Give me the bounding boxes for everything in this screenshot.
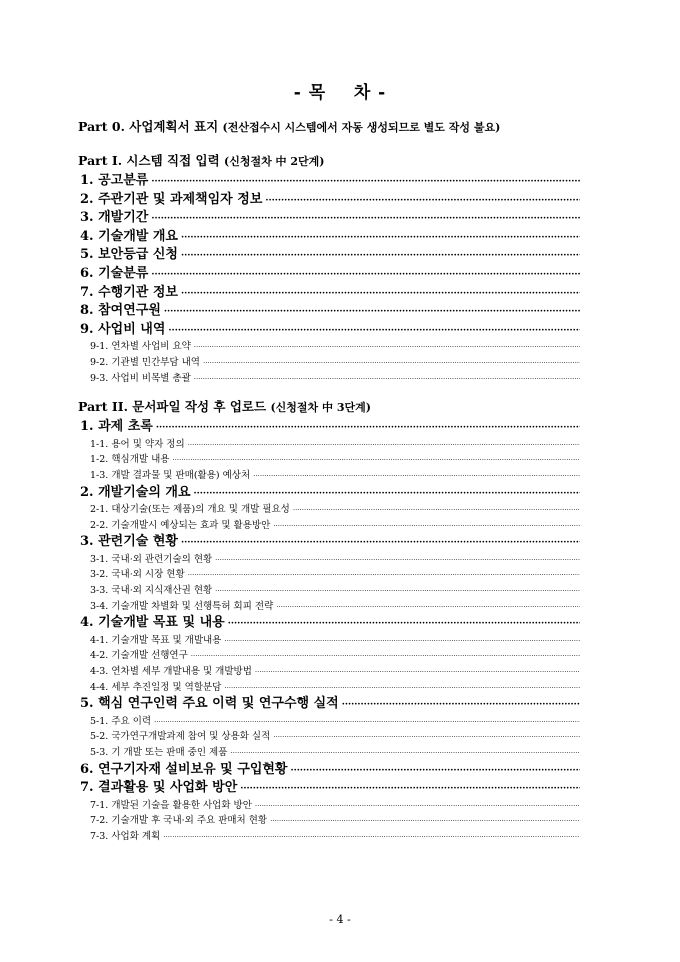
toc-entry-label: 3. 관련기술 현황 <box>80 534 178 550</box>
toc-section-entry <box>78 172 580 191</box>
dot-leader <box>273 519 580 534</box>
part-0-label: Part 0. 사업계획서 표지 <box>78 119 219 134</box>
dot-leader <box>154 715 580 730</box>
dot-leader <box>203 356 580 371</box>
dot-leader <box>151 210 580 228</box>
toc-entry-label: 2-2. 기술개발시 예상되는 효과 및 활용방안 <box>90 519 271 531</box>
toc-entry-label: 9-2. 기관별 민간부담 내역 <box>90 356 200 368</box>
toc-content <box>78 118 580 845</box>
toc-section-entry <box>78 695 580 714</box>
toc-entry-label: 3-1. 국내·외 관련기술의 현황 <box>90 553 213 565</box>
toc-entry-label: 1-2. 핵심개발 내용 <box>90 454 170 466</box>
toc-subsection-entry <box>78 714 580 730</box>
dot-leader <box>342 696 580 714</box>
dot-leader <box>164 303 580 321</box>
toc-entry-label: 7-2. 기술개발 후 국내·외 주요 판매처 현황 <box>90 815 268 827</box>
dot-leader <box>188 568 580 583</box>
toc-subsection-entry <box>78 355 580 371</box>
toc-entry-label: 5-2. 국가연구개발과제 참여 및 상용화 실적 <box>90 731 271 743</box>
dot-leader <box>181 229 580 247</box>
dot-leader <box>151 266 580 284</box>
toc-entry-label: 4-4. 세부 추진일정 및 역할분담 <box>90 681 222 693</box>
toc-subsection-entry <box>78 664 580 680</box>
toc-subsection-entry <box>78 339 580 355</box>
toc-entry-label: 8. 참여연구원 <box>80 303 161 319</box>
dot-leader <box>253 469 580 484</box>
dot-leader <box>273 730 580 745</box>
toc-entry-label: 3-4. 기술개발 차별화 및 선행특허 회피 전략 <box>90 600 274 612</box>
toc-section-entry <box>78 265 580 284</box>
toc-entry-label: 5. 보안등급 신청 <box>80 247 178 263</box>
toc-section-entry <box>78 484 580 503</box>
toc-entry-label: 9. 사업비 내역 <box>80 321 166 337</box>
toc-subsection-entry <box>78 813 580 829</box>
toc-section-entry <box>78 302 580 321</box>
dot-leader <box>215 553 580 568</box>
toc-subsection-entry <box>78 648 580 664</box>
dot-leader <box>191 649 580 664</box>
toc-entry-label: 1. 과제 초록 <box>80 419 153 435</box>
part-1-label: Part I. 시스템 직접 입력 <box>78 153 220 168</box>
toc-entry-label: 4-2. 기술개발 선행연구 <box>90 650 188 662</box>
toc-entry-label: 7. 결과활용 및 사업화 방안 <box>80 780 238 796</box>
dot-leader <box>168 322 580 340</box>
toc-subsection-entry <box>78 437 580 453</box>
toc-entry-label: 4. 기술개발 목표 및 내용 <box>80 615 225 631</box>
toc-subsection-entry <box>78 633 580 649</box>
part-1-toc-list <box>78 172 580 386</box>
toc-subsection-entry <box>78 452 580 468</box>
toc-entry-label: 7-3. 사업화 계획 <box>90 830 161 842</box>
toc-subsection-entry <box>78 518 580 534</box>
toc-entry-label: 6. 기술분류 <box>80 265 149 281</box>
toc-entry-label: 1-3. 개발 결과물 및 판매(활용) 예상처 <box>90 469 251 481</box>
dot-leader <box>240 780 580 798</box>
toc-entry-label: 4-3. 연차별 세부 개발내용 및 개발방법 <box>90 666 252 678</box>
dot-leader <box>181 247 580 265</box>
toc-entry-label: 9-3. 사업비 비목별 총괄 <box>90 372 191 384</box>
toc-entry-label: 5-3. 기 개발 또는 판매 중인 제품 <box>90 747 228 758</box>
toc-section-entry <box>78 418 580 437</box>
toc-subsection-entry <box>78 745 580 761</box>
toc-section-entry <box>78 228 580 247</box>
toc-entry-label: 9-1. 연차별 사업비 요약 <box>90 341 191 353</box>
toc-entry-label: 2. 주관기관 및 과제책임자 정보 <box>80 191 263 207</box>
toc-subsection-entry <box>78 468 580 484</box>
toc-section-entry <box>78 761 580 780</box>
dot-leader <box>172 453 580 468</box>
dot-leader <box>228 615 580 633</box>
part-1-note: (신청절차 中 2단계) <box>224 155 325 168</box>
toc-subsection-entry <box>78 599 580 615</box>
part-0-heading <box>78 118 580 140</box>
toc-entry-label: 4-1. 기술개발 목표 및 개발내용 <box>90 634 222 646</box>
toc-section-entry <box>78 321 580 340</box>
dot-leader <box>151 173 580 191</box>
toc-section-entry <box>78 614 580 633</box>
toc-subsection-entry <box>78 729 580 745</box>
dot-leader <box>181 534 580 552</box>
dot-leader <box>255 799 580 814</box>
toc-section-entry <box>78 533 580 552</box>
part-2-toc-list <box>78 418 580 844</box>
toc-entry-label: 2-1. 대상기술(또는 제품)의 개요 및 개발 필요성 <box>90 504 290 516</box>
dot-leader <box>181 285 580 303</box>
toc-section-entry <box>78 209 580 228</box>
dot-leader <box>188 438 580 453</box>
dot-leader <box>194 485 580 503</box>
dot-leader <box>156 419 580 437</box>
dot-leader <box>224 681 580 696</box>
toc-subsection-entry <box>78 371 580 387</box>
dot-leader <box>163 830 580 845</box>
dot-leader <box>215 584 580 599</box>
toc-entry-label: 3-2. 국내·외 시장 현황 <box>90 569 185 581</box>
toc-entry-label: 7. 수행기관 정보 <box>80 284 178 300</box>
toc-subsection-entry <box>78 798 580 814</box>
toc-entry-label: 1-1. 용어 및 약자 정의 <box>90 438 185 450</box>
part-1-heading <box>78 152 580 172</box>
toc-title: - 목 차 - <box>293 83 387 103</box>
part-0-note: (전산접수시 시스템에서 자동 생성되므로 별도 작성 불요) <box>222 121 501 134</box>
part-2-label: Part II. 문서파일 작성 후 업로드 <box>78 399 267 415</box>
toc-entry-label: 5. 핵심 연구인력 주요 이력 및 연구수행 실적 <box>80 696 339 712</box>
dot-leader <box>276 600 580 615</box>
dot-leader <box>194 340 580 355</box>
toc-subsection-entry <box>78 552 580 568</box>
toc-entry-label: 4. 기술개발 개요 <box>80 228 178 244</box>
toc-entry-label: 3-3. 국내·외 지식재산권 현황 <box>90 585 213 597</box>
part-2-note: (신청절차 中 3단계) <box>270 401 371 415</box>
dot-leader <box>194 372 580 387</box>
dot-leader <box>293 503 580 518</box>
toc-section-entry <box>78 246 580 265</box>
dot-leader <box>255 665 580 680</box>
toc-entry-label: 6. 연구기자재 설비보유 및 구입현황 <box>80 761 288 777</box>
dot-leader <box>224 634 580 649</box>
page-number: - 4 - <box>329 913 351 926</box>
toc-subsection-entry <box>78 829 580 845</box>
toc-subsection-entry <box>78 583 580 599</box>
dot-leader <box>265 192 580 210</box>
dot-leader <box>291 762 581 780</box>
toc-section-entry <box>78 779 580 798</box>
toc-entry-label: 3. 개발기간 <box>80 210 149 226</box>
toc-section-entry <box>78 284 580 303</box>
toc-entry-label: 2. 개발기술의 개요 <box>80 484 191 500</box>
toc-entry-label: 7-1. 개발된 기술을 활용한 사업화 방안 <box>90 799 252 811</box>
toc-section-entry <box>78 191 580 210</box>
part-2-heading <box>78 398 580 418</box>
toc-entry-label: 1. 공고분류 <box>80 173 149 188</box>
toc-subsection-entry <box>78 567 580 583</box>
dot-leader <box>270 814 580 829</box>
toc-subsection-entry <box>78 502 580 518</box>
dot-leader <box>230 746 580 761</box>
toc-subsection-entry <box>78 680 580 696</box>
toc-entry-label: 5-1. 주요 이력 <box>90 715 152 727</box>
